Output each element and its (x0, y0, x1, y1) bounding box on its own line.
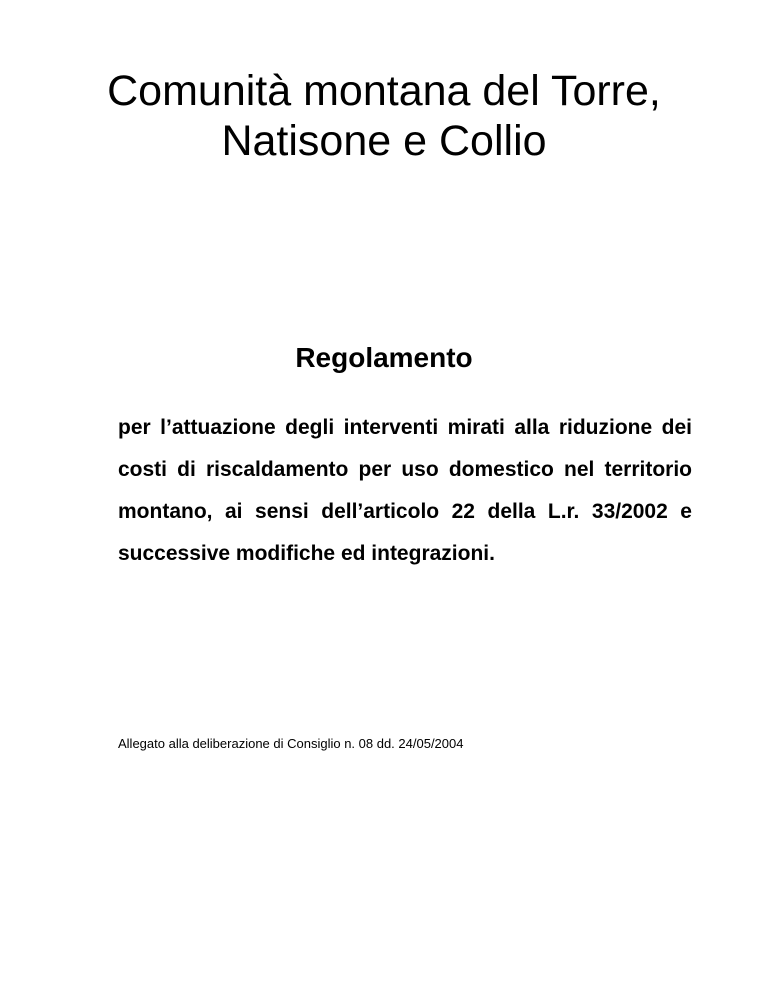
document-title (0, 66, 768, 166)
document-body: per l’attuazione degli interventi mirati alla riduzione dei costi di riscaldamento per uso domestico nel territorio montano, ai sensi dell’articolo 22 della L.r. 33/2002 e successive modifiche ed integrazioni. (118, 416, 692, 565)
title-line-1: Comunità montana del Torre, (107, 67, 661, 115)
document-subtitle: Regolamento (295, 342, 473, 373)
title-line-2: Natisone e Collio (221, 117, 547, 165)
document-footnote: Allegato alla deliberazione di Consiglio n. 08 dd. 24/05/2004 (118, 736, 464, 751)
